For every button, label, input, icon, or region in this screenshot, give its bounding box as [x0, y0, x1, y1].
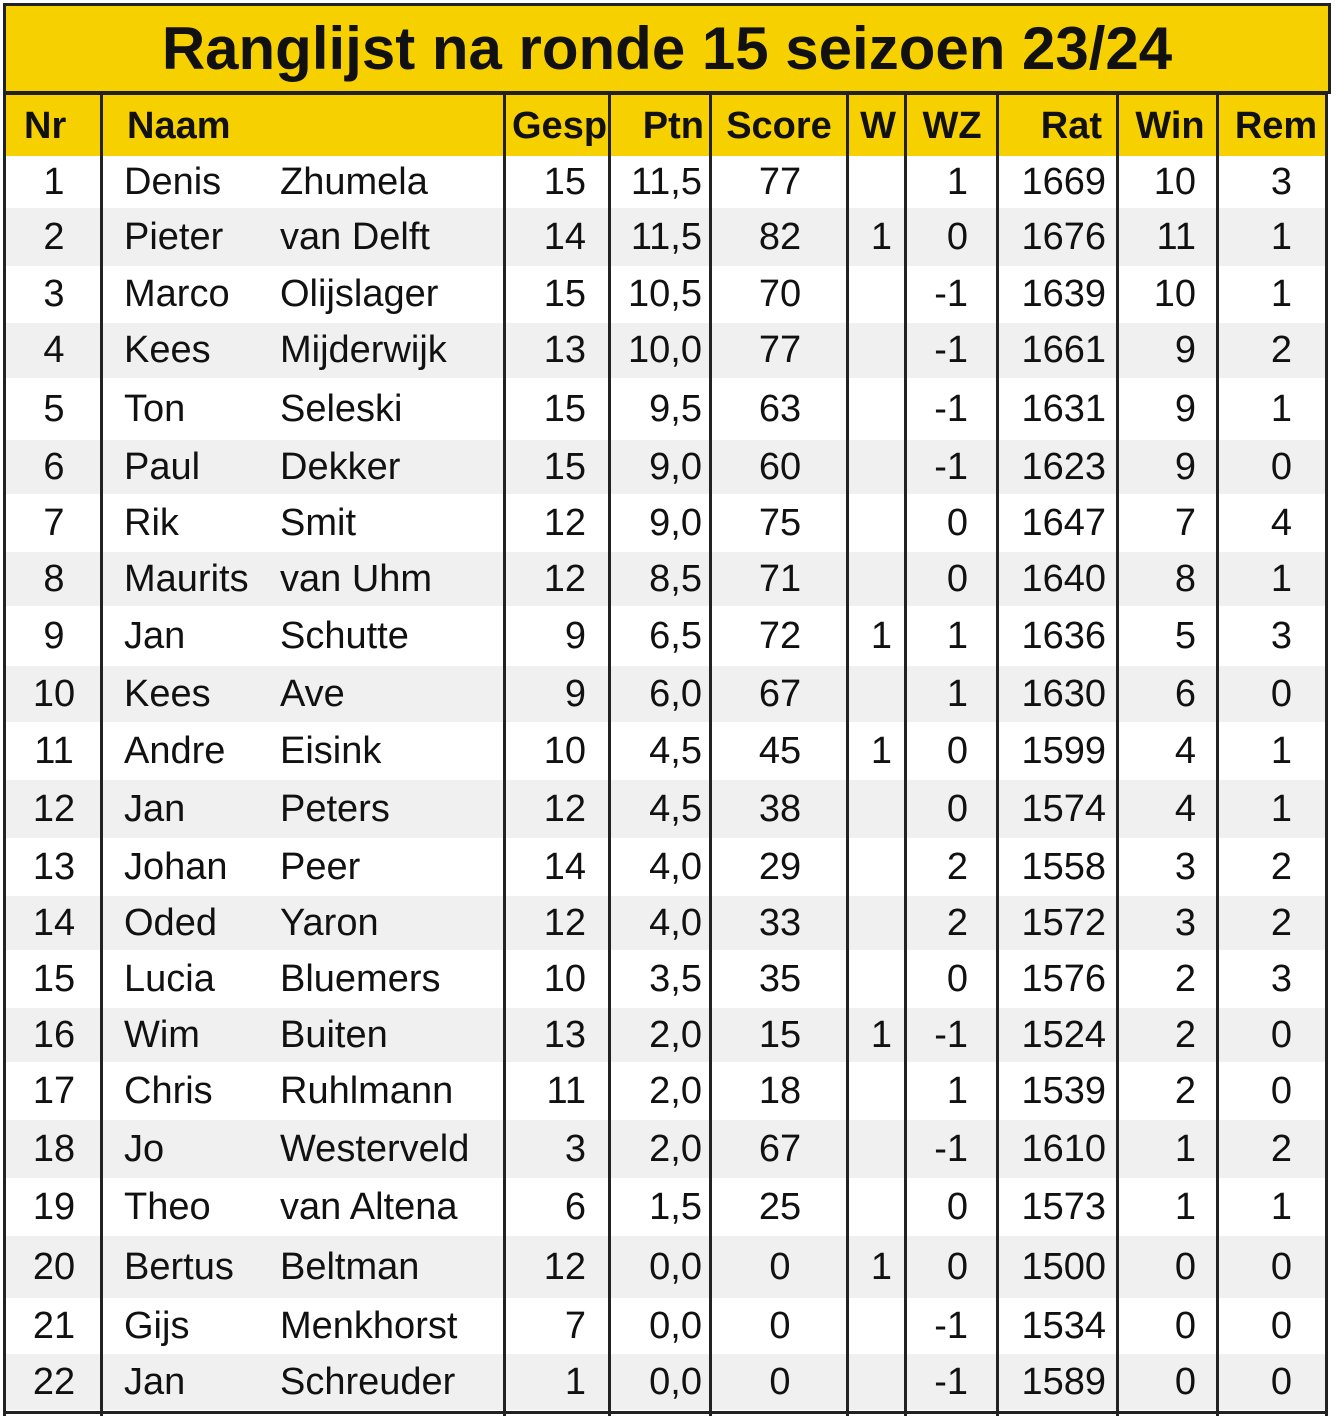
cell-last-name: Smit — [280, 502, 356, 544]
cell-win: 10 — [1153, 161, 1196, 203]
header-ptn: Ptn — [642, 105, 704, 147]
cell-wz: 1 — [946, 615, 968, 657]
header-nr: Nr — [24, 105, 67, 147]
cell-rat: 1558 — [1021, 846, 1106, 888]
cell-score: 45 — [758, 730, 802, 772]
cell-rat: 1589 — [1021, 1361, 1106, 1403]
cell-rem: 0 — [1270, 1305, 1292, 1347]
cell-nr: 2 — [43, 216, 65, 258]
cell-gesp: 12 — [543, 1246, 586, 1288]
cell-last-name: Menkhorst — [280, 1305, 458, 1347]
cell-score: 0 — [769, 1305, 791, 1347]
cell-score: 67 — [758, 1128, 802, 1170]
cell-gesp: 9 — [564, 673, 586, 715]
cell-win: 5 — [1174, 615, 1196, 657]
cell-score: 60 — [758, 446, 802, 488]
cell-rat: 1639 — [1021, 273, 1106, 315]
column-divider — [1116, 92, 1119, 1416]
cell-win: 0 — [1174, 1305, 1196, 1347]
column-divider — [608, 92, 611, 1416]
cell-first-name: Marco — [124, 273, 230, 315]
cell-rem: 0 — [1270, 1014, 1292, 1056]
column-divider — [100, 92, 103, 1416]
cell-score: 70 — [758, 273, 802, 315]
cell-win: 9 — [1174, 329, 1196, 371]
cell-rat: 1576 — [1021, 958, 1106, 1000]
cell-wz: -1 — [934, 1014, 968, 1056]
header-win: Win — [1135, 105, 1205, 147]
cell-ptn: 0,0 — [649, 1305, 702, 1347]
cell-gesp: 15 — [543, 273, 586, 315]
cell-ptn: 6,5 — [649, 615, 702, 657]
cell-win: 2 — [1174, 1070, 1196, 1112]
cell-ptn: 11,5 — [630, 216, 702, 258]
table-bottom-border — [3, 1411, 1328, 1414]
cell-nr: 12 — [32, 788, 76, 830]
header-score: Score — [726, 105, 832, 147]
cell-first-name: Chris — [124, 1070, 213, 1112]
cell-first-name: Lucia — [124, 958, 215, 1000]
cell-w — [848, 780, 892, 838]
cell-wz: 0 — [946, 1246, 968, 1288]
cell-rem: 0 — [1270, 673, 1292, 715]
cell-w — [848, 1354, 892, 1410]
cell-gesp: 12 — [543, 502, 586, 544]
cell-w — [848, 838, 892, 896]
cell-rem: 1 — [1270, 788, 1292, 830]
cell-gesp: 11 — [546, 1070, 586, 1112]
cell-score: 63 — [758, 388, 802, 430]
cell-win: 6 — [1174, 673, 1196, 715]
cell-rem: 1 — [1270, 388, 1292, 430]
cell-rat: 1599 — [1021, 730, 1106, 772]
cell-wz: 0 — [946, 1186, 968, 1228]
cell-rat: 1574 — [1021, 788, 1106, 830]
cell-wz: -1 — [934, 446, 968, 488]
cell-first-name: Bertus — [124, 1246, 234, 1288]
cell-win: 2 — [1174, 1014, 1196, 1056]
cell-rat: 1631 — [1021, 388, 1106, 430]
cell-score: 0 — [769, 1246, 791, 1288]
cell-rem: 0 — [1270, 1246, 1292, 1288]
cell-wz: 1 — [946, 1070, 968, 1112]
cell-gesp: 3 — [564, 1128, 586, 1170]
cell-win: 8 — [1174, 558, 1196, 600]
cell-last-name: Mijderwijk — [280, 329, 447, 371]
cell-rem: 3 — [1270, 615, 1292, 657]
cell-first-name: Jo — [124, 1128, 165, 1170]
cell-rem: 2 — [1270, 329, 1292, 371]
cell-ptn: 0,0 — [649, 1246, 702, 1288]
column-divider — [904, 92, 907, 1416]
cell-last-name: Peer — [280, 846, 361, 888]
cell-wz: 0 — [946, 558, 968, 600]
cell-rem: 0 — [1270, 446, 1292, 488]
cell-win: 2 — [1174, 958, 1196, 1000]
cell-gesp: 7 — [564, 1305, 586, 1347]
cell-win: 9 — [1174, 388, 1196, 430]
cell-nr: 11 — [34, 730, 74, 772]
cell-rat: 1636 — [1021, 615, 1106, 657]
cell-rem: 1 — [1270, 273, 1292, 315]
cell-rem: 3 — [1270, 161, 1292, 203]
cell-ptn: 2,0 — [649, 1014, 702, 1056]
cell-w — [848, 323, 892, 378]
cell-win: 4 — [1174, 788, 1196, 830]
cell-wz: -1 — [934, 388, 968, 430]
cell-rat: 1647 — [1021, 502, 1106, 544]
cell-nr: 5 — [43, 388, 65, 430]
sheet-title: Ranglijst na ronde 15 seizoen 23/24 — [3, 3, 1331, 94]
cell-last-name: van Uhm — [280, 558, 433, 600]
cell-rem: 1 — [1270, 730, 1292, 772]
cell-score: 71 — [758, 558, 802, 600]
column-divider — [996, 92, 999, 1416]
cell-ptn: 9,5 — [649, 388, 702, 430]
cell-first-name: Jan — [124, 1361, 186, 1403]
cell-first-name: Pieter — [124, 216, 224, 258]
cell-score: 72 — [758, 615, 802, 657]
cell-wz: -1 — [934, 1361, 968, 1403]
cell-nr: 15 — [32, 958, 76, 1000]
cell-ptn: 9,0 — [649, 446, 702, 488]
cell-gesp: 10 — [543, 958, 586, 1000]
cell-rat: 1669 — [1021, 161, 1106, 203]
cell-last-name: Seleski — [280, 388, 403, 430]
cell-win: 9 — [1174, 446, 1196, 488]
cell-wz: -1 — [934, 1128, 968, 1170]
column-divider — [1216, 92, 1219, 1416]
cell-first-name: Gijs — [124, 1305, 190, 1347]
cell-last-name: Bluemers — [280, 958, 441, 1000]
cell-last-name: Peters — [280, 788, 390, 830]
cell-w — [848, 1120, 892, 1178]
cell-wz: 0 — [946, 730, 968, 772]
cell-rat: 1500 — [1021, 1246, 1106, 1288]
cell-wz: -1 — [934, 273, 968, 315]
cell-gesp: 9 — [564, 615, 586, 657]
cell-first-name: Ton — [124, 388, 186, 430]
cell-rem: 1 — [1270, 558, 1292, 600]
cell-gesp: 15 — [543, 161, 586, 203]
cell-rat: 1534 — [1021, 1305, 1106, 1347]
cell-rat: 1676 — [1021, 216, 1106, 258]
cell-gesp: 12 — [543, 788, 586, 830]
cell-first-name: Rik — [124, 502, 179, 544]
cell-last-name: Yaron — [280, 902, 379, 944]
cell-ptn: 4,5 — [649, 788, 702, 830]
cell-ptn: 1,5 — [649, 1186, 702, 1228]
cell-first-name: Kees — [124, 329, 211, 371]
cell-first-name: Johan — [124, 846, 228, 888]
cell-nr: 8 — [43, 558, 65, 600]
cell-rat: 1640 — [1021, 558, 1106, 600]
cell-rem: 0 — [1270, 1070, 1292, 1112]
cell-first-name: Denis — [124, 161, 222, 203]
cell-first-name: Theo — [124, 1186, 211, 1228]
header-rem: Rem — [1234, 105, 1318, 147]
cell-nr: 1 — [43, 161, 65, 203]
cell-last-name: van Altena — [280, 1186, 458, 1228]
cell-win: 1 — [1174, 1186, 1196, 1228]
cell-last-name: Buiten — [280, 1014, 388, 1056]
header-w: W — [860, 105, 896, 147]
cell-gesp: 14 — [543, 846, 586, 888]
cell-wz: 0 — [946, 958, 968, 1000]
cell-score: 75 — [758, 502, 802, 544]
cell-w — [848, 494, 892, 552]
cell-nr: 20 — [32, 1246, 76, 1288]
cell-wz: -1 — [934, 1305, 968, 1347]
cell-score: 15 — [758, 1014, 802, 1056]
cell-w — [848, 266, 892, 323]
cell-ptn: 9,0 — [649, 502, 702, 544]
cell-win: 7 — [1174, 502, 1196, 544]
cell-nr: 7 — [43, 502, 65, 544]
cell-win: 1 — [1174, 1128, 1196, 1170]
header-wz: WZ — [922, 105, 982, 147]
cell-gesp: 12 — [543, 558, 586, 600]
cell-ptn: 4,0 — [649, 846, 702, 888]
cell-wz: 0 — [946, 216, 968, 258]
cell-gesp: 10 — [543, 730, 586, 772]
cell-last-name: Beltman — [280, 1246, 420, 1288]
cell-last-name: Schreuder — [280, 1361, 456, 1403]
cell-score: 25 — [758, 1186, 802, 1228]
cell-gesp: 13 — [543, 1014, 586, 1056]
cell-w — [848, 552, 892, 606]
cell-nr: 4 — [43, 329, 65, 371]
cell-ptn: 0,0 — [649, 1361, 702, 1403]
cell-win: 0 — [1174, 1246, 1196, 1288]
cell-w — [848, 950, 892, 1008]
cell-wz: -1 — [934, 329, 968, 371]
cell-ptn: 2,0 — [649, 1128, 702, 1170]
cell-score: 38 — [758, 788, 802, 830]
cell-first-name: Kees — [124, 673, 211, 715]
cell-gesp: 14 — [543, 216, 586, 258]
cell-last-name: Zhumela — [280, 161, 428, 203]
column-divider — [846, 92, 849, 1416]
cell-last-name: Schutte — [280, 615, 409, 657]
cell-nr: 14 — [32, 902, 76, 944]
cell-ptn: 11,5 — [630, 161, 702, 203]
cell-ptn: 10,5 — [628, 273, 702, 315]
cell-ptn: 4,0 — [649, 902, 702, 944]
cell-nr: 19 — [32, 1186, 76, 1228]
cell-rat: 1630 — [1021, 673, 1106, 715]
cell-score: 35 — [758, 958, 802, 1000]
cell-nr: 16 — [32, 1014, 76, 1056]
cell-w: 1 — [870, 1014, 892, 1056]
cell-win: 3 — [1174, 846, 1196, 888]
cell-gesp: 15 — [543, 446, 586, 488]
header-rat: Rat — [1040, 105, 1102, 147]
column-divider — [709, 92, 712, 1416]
cell-w — [848, 1298, 892, 1354]
cell-score: 33 — [758, 902, 802, 944]
cell-w — [848, 1062, 892, 1120]
cell-wz: 1 — [946, 673, 968, 715]
cell-score: 77 — [758, 329, 802, 371]
cell-last-name: Eisink — [280, 730, 382, 772]
cell-w: 1 — [870, 216, 892, 258]
header-gesp: Gesp — [512, 105, 608, 147]
column-divider — [503, 92, 506, 1416]
cell-rem: 4 — [1270, 502, 1292, 544]
cell-rat: 1573 — [1021, 1186, 1106, 1228]
cell-w: 1 — [870, 730, 892, 772]
cell-first-name: Jan — [124, 788, 186, 830]
cell-w: 1 — [870, 615, 892, 657]
cell-rem: 0 — [1270, 1361, 1292, 1403]
cell-win: 11 — [1156, 216, 1196, 258]
cell-win: 0 — [1174, 1361, 1196, 1403]
cell-nr: 21 — [32, 1305, 76, 1347]
cell-nr: 22 — [32, 1361, 76, 1403]
cell-wz: 2 — [946, 846, 968, 888]
cell-first-name: Oded — [124, 902, 217, 944]
header-naam: Naam — [127, 105, 231, 147]
cell-win: 4 — [1174, 730, 1196, 772]
cell-rem: 2 — [1270, 1128, 1292, 1170]
cell-wz: 1 — [946, 161, 968, 203]
cell-rem: 3 — [1270, 958, 1292, 1000]
cell-first-name: Wim — [124, 1014, 200, 1056]
cell-last-name: Westerveld — [280, 1128, 470, 1170]
cell-last-name: Ruhlmann — [280, 1070, 454, 1112]
cell-last-name: Ave — [280, 673, 345, 715]
cell-ptn: 6,0 — [649, 673, 702, 715]
cell-score: 67 — [758, 673, 802, 715]
cell-w — [848, 440, 892, 494]
cell-first-name: Maurits — [124, 558, 249, 600]
cell-gesp: 1 — [564, 1361, 586, 1403]
column-divider — [1325, 92, 1328, 1416]
cell-wz: 0 — [946, 502, 968, 544]
cell-rem: 1 — [1270, 216, 1292, 258]
cell-rat: 1524 — [1021, 1014, 1106, 1056]
cell-w — [848, 896, 892, 950]
cell-nr: 18 — [32, 1128, 76, 1170]
cell-w — [848, 666, 892, 722]
cell-nr: 6 — [43, 446, 65, 488]
cell-rat: 1610 — [1021, 1128, 1106, 1170]
cell-rat: 1572 — [1021, 902, 1106, 944]
cell-score: 77 — [758, 161, 802, 203]
cell-score: 0 — [769, 1361, 791, 1403]
cell-last-name: van Delft — [280, 216, 430, 258]
cell-ptn: 3,5 — [649, 958, 702, 1000]
cell-ptn: 8,5 — [649, 558, 702, 600]
cell-ptn: 4,5 — [649, 730, 702, 772]
cell-score: 82 — [758, 216, 802, 258]
cell-nr: 10 — [32, 673, 76, 715]
cell-gesp: 13 — [543, 329, 586, 371]
cell-last-name: Olijslager — [280, 273, 439, 315]
cell-ptn: 2,0 — [649, 1070, 702, 1112]
cell-w — [848, 156, 892, 208]
cell-rem: 2 — [1270, 846, 1292, 888]
cell-wz: 0 — [946, 788, 968, 830]
cell-gesp: 15 — [543, 388, 586, 430]
cell-nr: 17 — [32, 1070, 76, 1112]
cell-w: 1 — [870, 1246, 892, 1288]
cell-rem: 2 — [1270, 902, 1292, 944]
cell-score: 29 — [758, 846, 802, 888]
cell-nr: 9 — [43, 615, 65, 657]
cell-ptn: 10,0 — [628, 329, 702, 371]
cell-w — [848, 378, 892, 440]
cell-nr: 3 — [43, 273, 65, 315]
cell-first-name: Andre — [124, 730, 226, 772]
cell-gesp: 12 — [543, 902, 586, 944]
cell-wz: 2 — [946, 902, 968, 944]
cell-score: 18 — [758, 1070, 802, 1112]
cell-win: 3 — [1174, 902, 1196, 944]
cell-first-name: Jan — [124, 615, 186, 657]
cell-gesp: 6 — [564, 1186, 586, 1228]
cell-rat: 1661 — [1021, 329, 1106, 371]
cell-rem: 1 — [1270, 1186, 1292, 1228]
cell-rat: 1539 — [1021, 1070, 1106, 1112]
cell-w — [848, 1178, 892, 1236]
cell-last-name: Dekker — [280, 446, 401, 488]
cell-win: 10 — [1153, 273, 1196, 315]
cell-first-name: Paul — [124, 446, 201, 488]
column-divider — [3, 92, 6, 1416]
cell-rat: 1623 — [1021, 446, 1106, 488]
cell-nr: 13 — [32, 846, 76, 888]
